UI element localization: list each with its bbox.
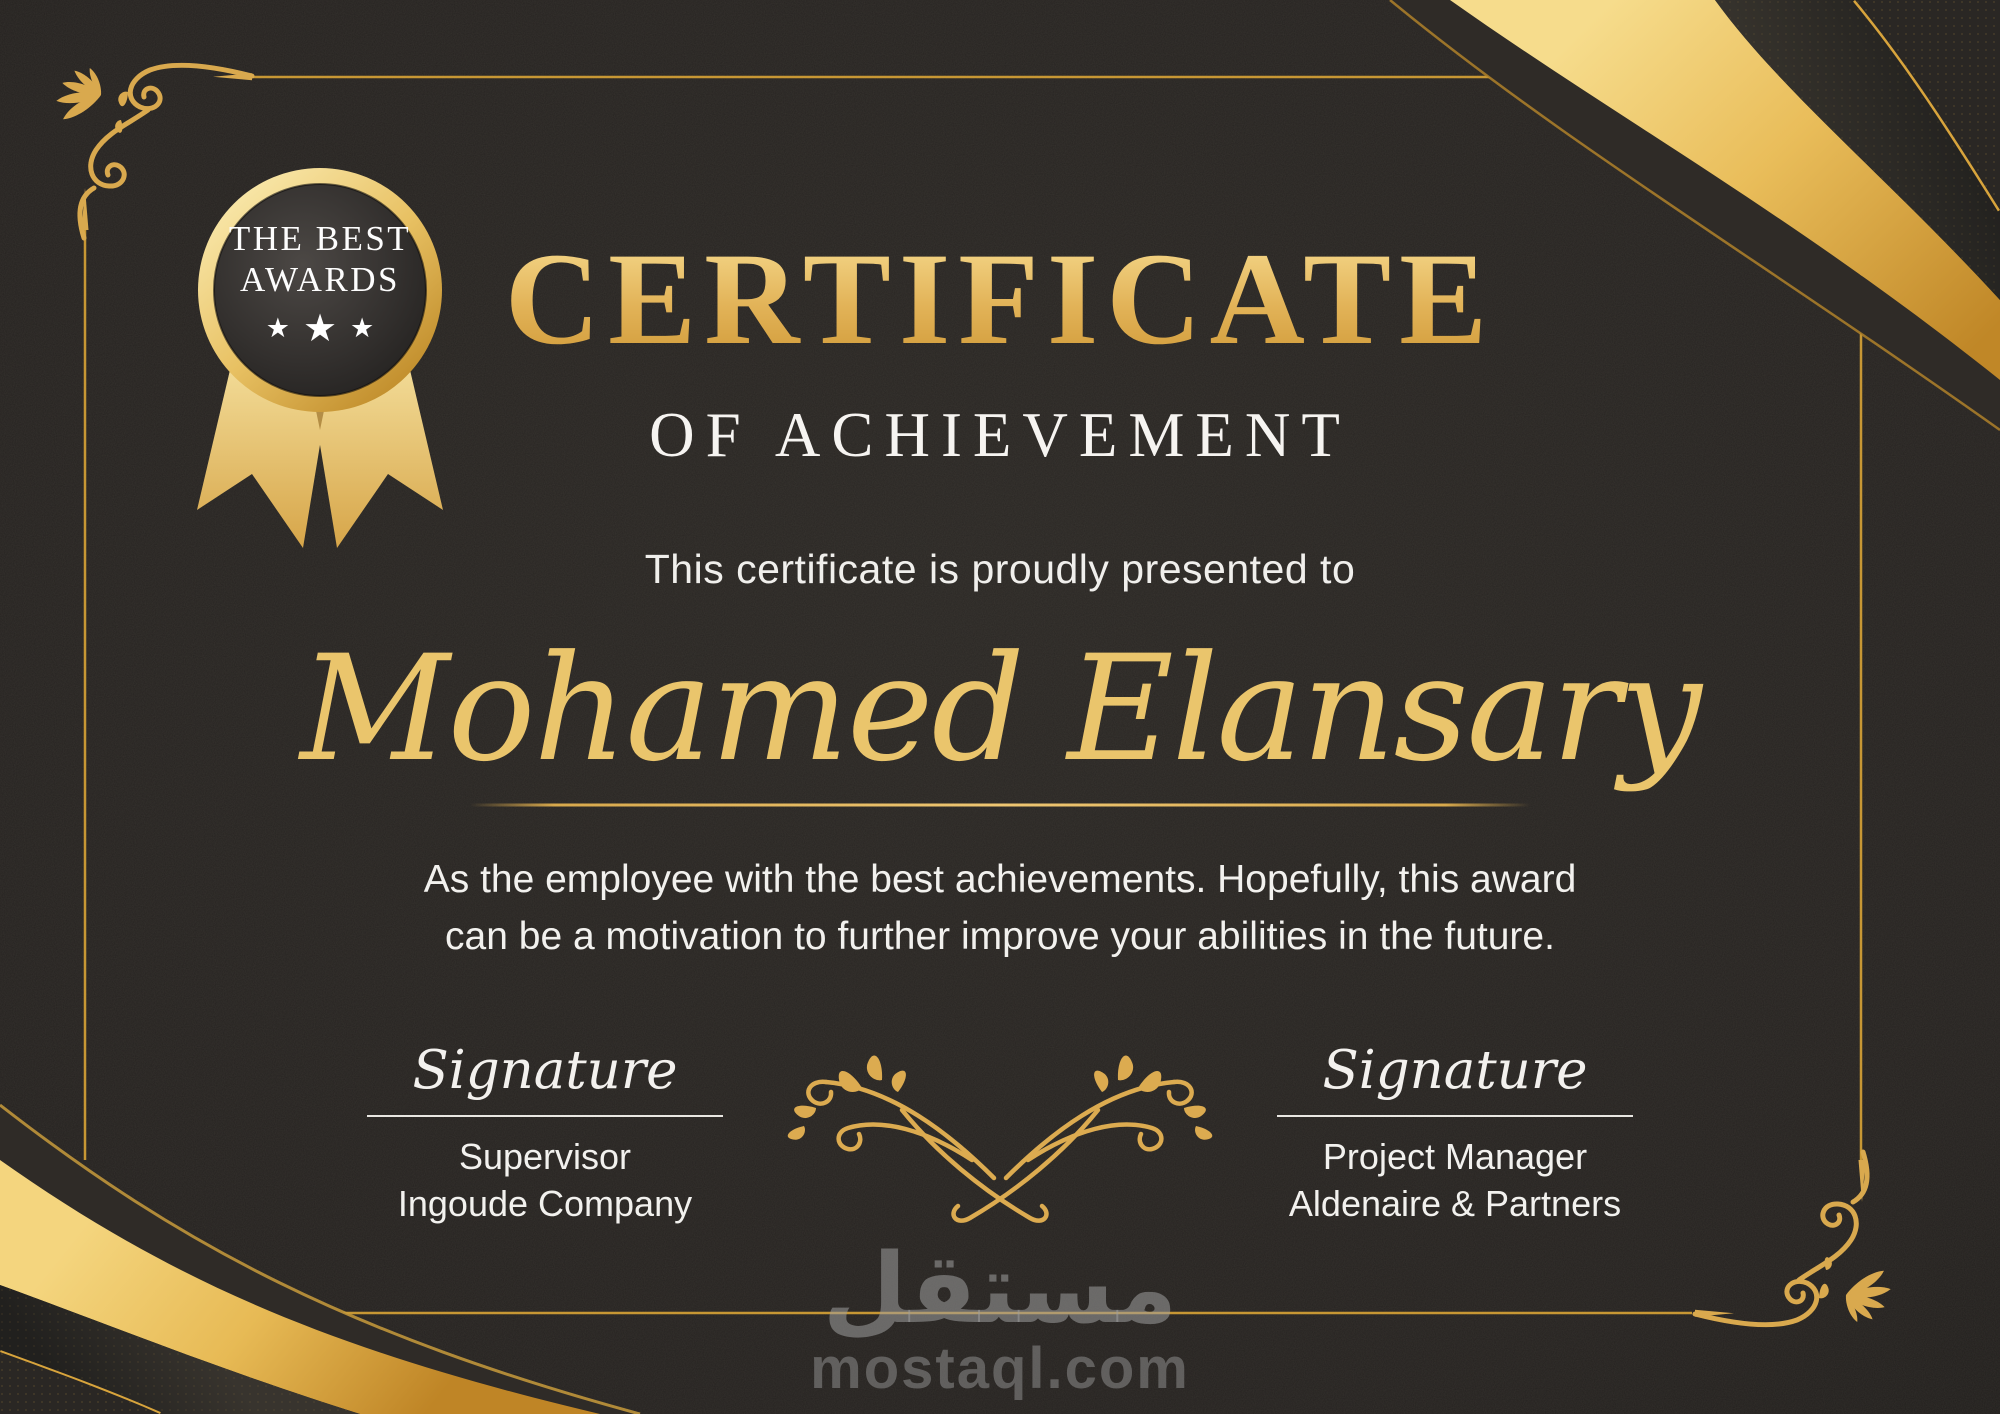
signature-org: Ingoude Company [397,1183,693,1224]
description-line2: can be a motivation to further improve your abilities in the future. [445,915,1555,958]
signature-org: Aldenaire & Partners [1288,1183,1622,1224]
presented-line: This certificate is proudly presented to [644,546,1356,592]
signature-block-right [1255,1040,1655,1227]
watermark-latin: mostaql.com [810,1336,1190,1401]
description [0,851,2000,965]
name-underline [470,804,1530,807]
description-line1: As the employee with the best achievements. Hopefully, this award [423,858,1577,901]
certificate-subtitle: OF ACHIEVEMENT [649,400,1351,470]
signature-role-org [1255,1133,1655,1227]
recipient-name: Mohamed Elansary [300,624,1700,794]
signature-role: Supervisor [458,1136,632,1177]
signature-block-left [345,1040,745,1227]
signature-line [1277,1115,1633,1117]
signature-role: Project Manager [1322,1136,1588,1177]
watermark-arabic: مستقل [822,1232,1178,1345]
signature-script: Signature [1322,1040,1588,1101]
signature-line [367,1115,723,1117]
signature-script: Signature [412,1040,678,1101]
certificate-title: CERTIFICATE [0,233,2000,365]
signature-role-org [345,1133,745,1227]
